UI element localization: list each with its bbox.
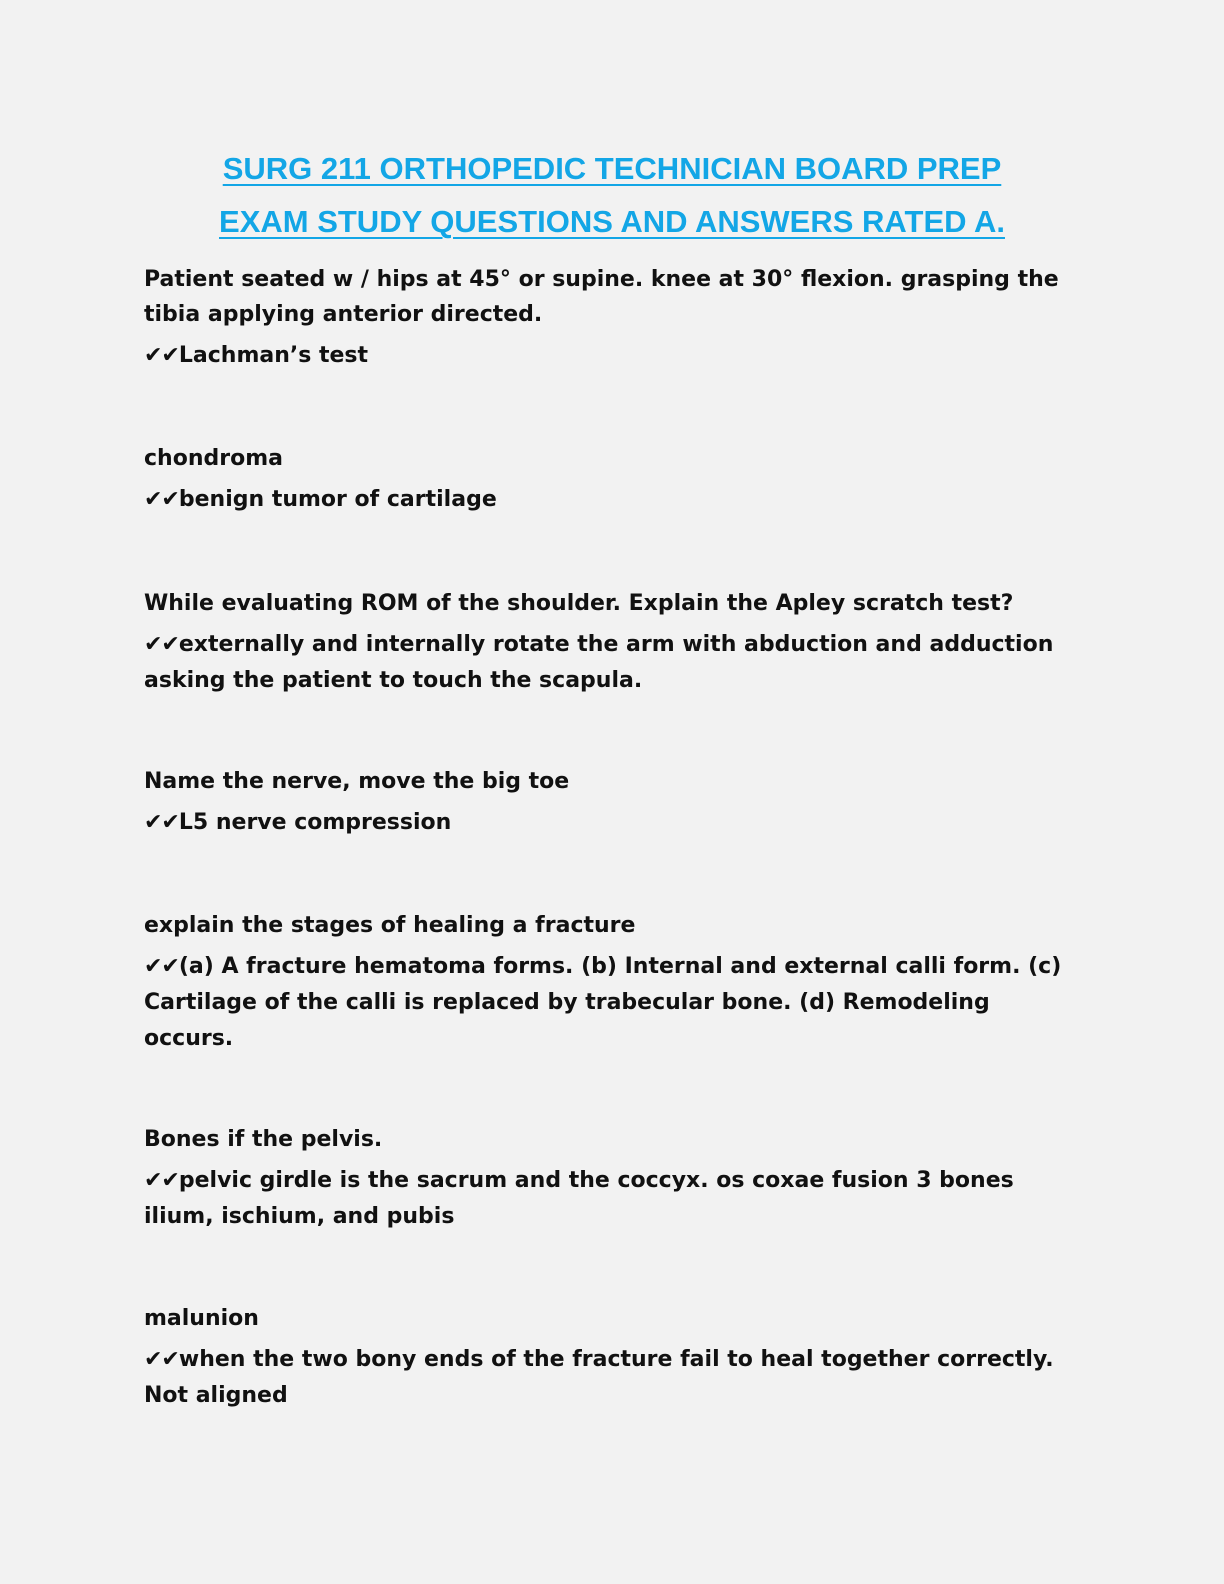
check-mark-icon: ✔✔ <box>144 487 179 512</box>
check-mark-icon: ✔✔ <box>144 1168 179 1193</box>
check-mark-icon: ✔✔ <box>144 343 179 368</box>
qa-item-3 <box>144 586 1074 699</box>
answer-line <box>144 1163 1074 1235</box>
question-text: malunion <box>144 1306 259 1331</box>
check-mark-icon: ✔✔ <box>144 632 179 657</box>
question-text: chondroma <box>144 446 283 471</box>
answer-text: benign tumor of cartilage <box>178 487 497 512</box>
answer-line <box>144 482 1074 518</box>
qa-item-7 <box>144 1301 1074 1414</box>
question-text: Patient seated w / hips at 45° or supine. knee at 30° flexion. grasping the tibia applying anterior directed. <box>144 267 1059 327</box>
answer-line <box>144 338 1074 374</box>
title-line-2: EXAM STUDY QUESTIONS AND ANSWERS RATED A. <box>219 204 1005 239</box>
question-text: explain the stages of healing a fracture <box>144 913 636 938</box>
check-mark-icon: ✔✔ <box>144 1347 179 1372</box>
answer-text: externally and internally rotate the arm with abduction and adduction asking the patient to touch the scapula. <box>144 632 1054 693</box>
check-mark-icon: ✔✔ <box>144 954 179 979</box>
qa-item-4 <box>144 764 1074 841</box>
answer-line <box>144 805 1074 841</box>
answer-line <box>144 1342 1074 1414</box>
answer-text: pelvic girdle is the sacrum and the coccyx. os coxae fusion 3 bones ilium, ischium, and pubis <box>144 1168 1014 1229</box>
answer-line <box>144 949 1074 1057</box>
title-line-1: SURG 211 ORTHOPEDIC TECHNICIAN BOARD PREP <box>222 151 1002 186</box>
qa-item-2 <box>144 441 1074 518</box>
answer-text: Lachman’s test <box>178 343 369 368</box>
qa-item-1 <box>144 262 1074 374</box>
check-mark-icon: ✔✔ <box>144 810 179 835</box>
question-text: While evaluating ROM of the shoulder. Explain the Apley scratch test? <box>144 591 1014 616</box>
answer-text: L5 nerve compression <box>178 810 452 835</box>
question-text: Bones if the pelvis. <box>144 1127 383 1152</box>
qa-item-5 <box>144 908 1074 1057</box>
document-title <box>120 142 1104 248</box>
answer-line <box>144 627 1074 699</box>
answer-text: when the two bony ends of the fracture fail to heal together correctly. Not aligned <box>144 1347 1054 1408</box>
qa-item-6 <box>144 1122 1074 1235</box>
answer-text: (a) A fracture hematoma forms. (b) Internal and external calli form. (c) Cartilage of the calli is replaced by trabecular bone. (d) Remodeling occurs. <box>144 954 1062 1051</box>
question-text: Name the nerve, move the big toe <box>144 769 570 794</box>
